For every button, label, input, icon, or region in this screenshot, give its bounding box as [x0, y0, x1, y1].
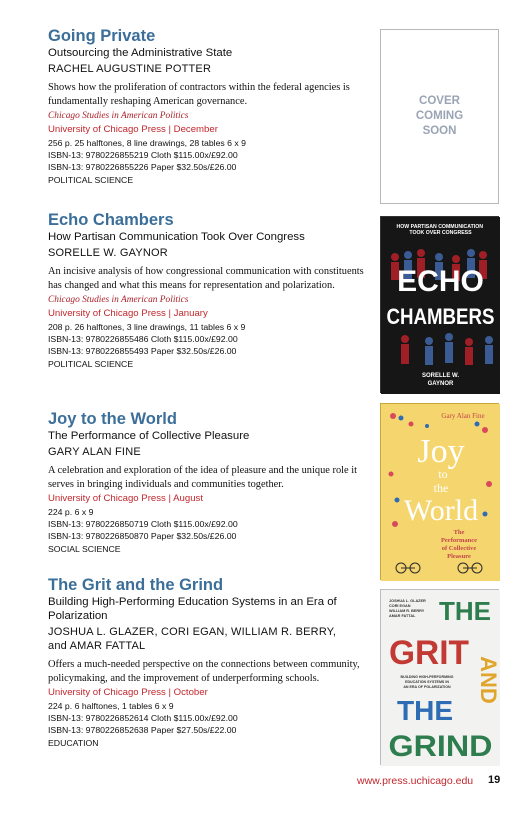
joy-cover-word3: the — [433, 481, 449, 495]
joy-cover-word1: Joy — [417, 433, 465, 470]
book-press: University of Chicago Press | January — [48, 308, 208, 319]
book-press: University of Chicago Press | August — [48, 493, 203, 504]
joy-cover-art — [381, 404, 500, 581]
book-spec: 256 p. 25 halftones, 8 line drawings, 28 tables 6 x 9 — [48, 138, 247, 148]
footer-url[interactable]: www.press.uchicago.edu — [357, 775, 474, 787]
book-author: SORELLE W. GAYNOR — [48, 247, 168, 259]
book-entry-joy-to-the-world — [48, 410, 370, 555]
book-subtitle: Building High-Performing Education Systems in an Era of Polarization — [48, 596, 337, 622]
book-spec: 224 p. 6 halftones, 1 tables 6 x 9 — [48, 701, 174, 711]
grit-cover-the1: THE — [439, 596, 491, 626]
book-isbn-paper: ISBN-13: 9780226855226 Paper $32.50s/£26.00 — [48, 162, 237, 173]
grit-cover-author-2: CORI EGAN — [389, 604, 411, 608]
book-title: Going Private — [48, 27, 156, 45]
book-description: A celebration and exploration of the idea of pleasure and the unique role it serves in bringing individuals and communities together. — [48, 465, 358, 490]
book-press: University of Chicago Press | December — [48, 124, 218, 135]
book-entry-echo-chambers — [48, 211, 370, 370]
book-spec: 224 p. 6 x 9 — [48, 507, 94, 517]
book-isbn-paper: ISBN-13: 9780226850870 Paper $32.50s/£26.00 — [48, 531, 237, 542]
joy-cover-sub3: of Collective — [441, 545, 477, 552]
page-number: 19 — [488, 774, 501, 786]
grit-cover-the2: THE — [397, 695, 453, 726]
joy-cover-word4: World — [403, 494, 479, 527]
book-entry-going-private — [48, 27, 370, 186]
book-spec: 208 p. 26 halftones, 3 line drawings, 11 tables 6 x 9 — [48, 322, 246, 332]
book-subject: SOCIAL SCIENCE — [48, 543, 121, 554]
grit-cover-art — [381, 590, 500, 766]
joy-cover-author: Gary Alan Fine — [441, 412, 485, 420]
book-author: JOSHUA L. GLAZER, CORI EGAN, WILLIAM R. BERRY, and AMAR FATTAL — [48, 626, 337, 652]
echo-cover-word2: CHAMBERS — [386, 304, 495, 329]
book-isbn-cloth: ISBN-13: 9780226855219 Cloth $115.00x/£92.00 — [48, 150, 238, 161]
echo-cover-author1: SORELLE W. — [421, 373, 460, 379]
cover-joy-to-the-world — [380, 403, 499, 580]
book-subtitle: How Partisan Communication Took Over Congress — [48, 231, 305, 243]
cover-grit-and-grind — [380, 589, 499, 765]
echo-chambers-cover-art — [381, 217, 500, 394]
book-author: RACHEL AUGUSTINE POTTER — [48, 63, 212, 75]
joy-cover-sub2: Performance — [440, 537, 478, 544]
book-isbn-cloth: ISBN-13: 9780226850719 Cloth $115.00x/£92.00 — [48, 519, 238, 530]
book-isbn-cloth: ISBN-13: 9780226852614 Cloth $115.00x/£92.00 — [48, 713, 238, 724]
book-subject: POLITICAL SCIENCE — [48, 174, 134, 185]
echo-cover-tagline: HOW PARTISAN COMMUNICATION TOOK OVER CONGRESS — [396, 224, 484, 236]
joy-cover-sub1: The — [453, 529, 465, 536]
cover-placeholder — [380, 29, 499, 204]
book-description: Shows how the proliferation of contractors within the federal agencies is fundamentally reshaping American governance. — [48, 82, 350, 107]
grit-cover-grit: GRIT — [389, 634, 470, 672]
cover-echo-chambers — [380, 216, 499, 393]
cover-coming-soon-text: COVER COMING SOON — [415, 95, 464, 137]
joy-cover-word2: to — [438, 467, 448, 481]
book-description: Offers a much-needed perspective on the connections between community, policymaking, and the improvement of underperforming schools. — [48, 659, 360, 684]
joy-cover-sub4: Pleasure — [447, 553, 471, 560]
grit-cover-author-3: WILLIAM R. BERRY — [389, 609, 425, 613]
book-series: Chicago Studies in American Politics — [48, 295, 189, 305]
book-series: Chicago Studies in American Politics — [48, 111, 189, 121]
echo-cover-word1: ECHO — [397, 265, 484, 298]
book-isbn-paper: ISBN-13: 9780226852638 Paper $27.50s/£22.00 — [48, 725, 237, 736]
grit-cover-author-4: AMAR FATTAL — [389, 614, 416, 618]
book-title: The Grit and the Grind — [48, 576, 224, 594]
book-subject: POLITICAL SCIENCE — [48, 358, 134, 369]
book-subtitle: Outsourcing the Administrative State — [48, 47, 233, 59]
book-author: GARY ALAN FINE — [48, 446, 141, 458]
grit-cover-grind: GRIND — [388, 730, 493, 763]
book-title: Echo Chambers — [48, 211, 174, 229]
book-subject: EDUCATION — [48, 737, 99, 748]
book-isbn-cloth: ISBN-13: 9780226855486 Cloth $115.00x/£92.00 — [48, 334, 238, 345]
book-press: University of Chicago Press | October — [48, 687, 208, 698]
book-entry-grit-and-grind — [48, 576, 370, 749]
grit-cover-and: AND — [476, 656, 501, 704]
book-title: Joy to the World — [48, 410, 177, 428]
book-description: An incisive analysis of how congressional communication with constituents has changed and what this means for representation and polarization. — [48, 266, 364, 291]
grit-cover-tagline-3: AN ERA OF POLARIZATION — [403, 685, 451, 689]
echo-cover-author2: GAYNOR — [427, 381, 454, 387]
grit-cover-author-1: JOSHUA L. GLAZER — [389, 599, 426, 603]
book-isbn-paper: ISBN-13: 9780226855493 Paper $32.50s/£26.00 — [48, 346, 237, 357]
grit-cover-tagline-1: BUILDING HIGH-PERFORMING — [400, 675, 454, 679]
grit-cover-tagline-2: EDUCATION SYSTEMS IN — [405, 680, 449, 684]
book-subtitle: The Performance of Collective Pleasure — [48, 430, 250, 442]
